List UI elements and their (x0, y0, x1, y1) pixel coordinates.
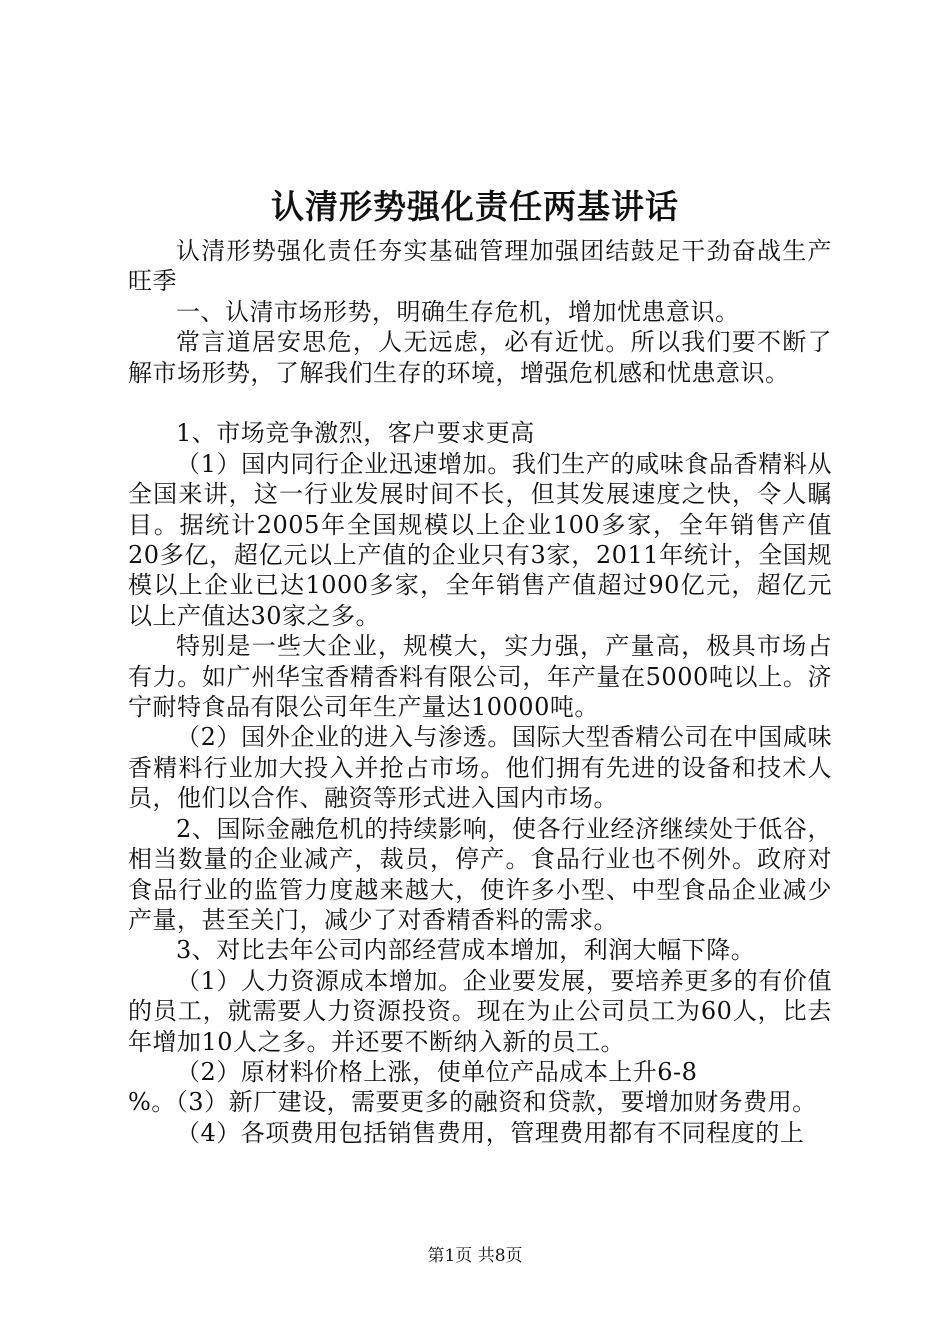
subsection-heading: 3、对比去年公司内部经营成本增加，利润大幅下降。 (176, 936, 756, 965)
paragraph: 2、国际金融危机的持续影响，使各行业经济继续处于低谷，相当数量的企业减产，裁员，停产。食品行业也不例外。政府对食品行业的监管力度越来越大，使许多小型、中型食品企业减少产量，甚至关门，减少了对香精香料的需求。 (128, 814, 832, 934)
paragraph: （1）人力资源成本增加。企业要发展，要培养更多的有价值的员工，就需要人力资源投资。现在为止公司员工为60人，比去年增加10人之多。并还要不断纳入新的员工。 (128, 966, 832, 1056)
paragraph: 特别是一些大企业，规模大，实力强，产量高，极具市场占有力。如广州华宝香精香料有限公司，年产量在5000吨以上。济宁耐特食品有限公司年生产量达10000吨。 (128, 632, 832, 722)
document-title: 认清形势强化责任两基讲话 (271, 187, 679, 226)
paragraph: （2）国外企业的进入与渗透。国际大型香精公司在中国咸味香精料行业加大投入并抢占市场。他们拥有先进的设备和技术人员，他们以合作、融资等形式进入国内市场。 (128, 723, 832, 813)
paragraph: 常言道居安思危，人无远虑，必有近忧。所以我们要不断了解市场形势，了解我们生存的环境，增强危机感和忧患意识。 (128, 328, 832, 387)
document-body (128, 236, 832, 1148)
section-heading: 一、认清市场形势，明确生存危机，增加忧患意识。 (176, 297, 740, 326)
blank-line (128, 388, 832, 418)
paragraph: %。（3）新厂建设，需要更多的融资和贷款，要增加财务费用。 (128, 1088, 817, 1117)
paragraph: （4）各项费用包括销售费用，管理费用都有不同程度的上 (176, 1118, 805, 1147)
paragraph: 认清形势强化责任夯实基础管理加强团结鼓足干劲奋战生产旺季 (128, 237, 832, 296)
subsection-heading: 1、市场竞争激烈，客户要求更高 (176, 419, 535, 448)
page-footer: 第1页 共8页 (427, 1246, 523, 1266)
paragraph: （1）国内同行企业迅速增加。我们生产的咸味食品香精料从全国来讲，这一行业发展时间不长，但其发展速度之快，令人瞩目。据统计2005年全国规模以上企业100多家，全年销售产值20多亿，超亿元以上产值的企业只有3家，2011年统计，全国规模以上企业已达1000多家，全年销售产值超过90亿元，超亿元以上产值达30家之多。 (128, 449, 832, 630)
paragraph: （2）原材料价格上涨，使单位产品成本上升6-8 (176, 1057, 698, 1086)
